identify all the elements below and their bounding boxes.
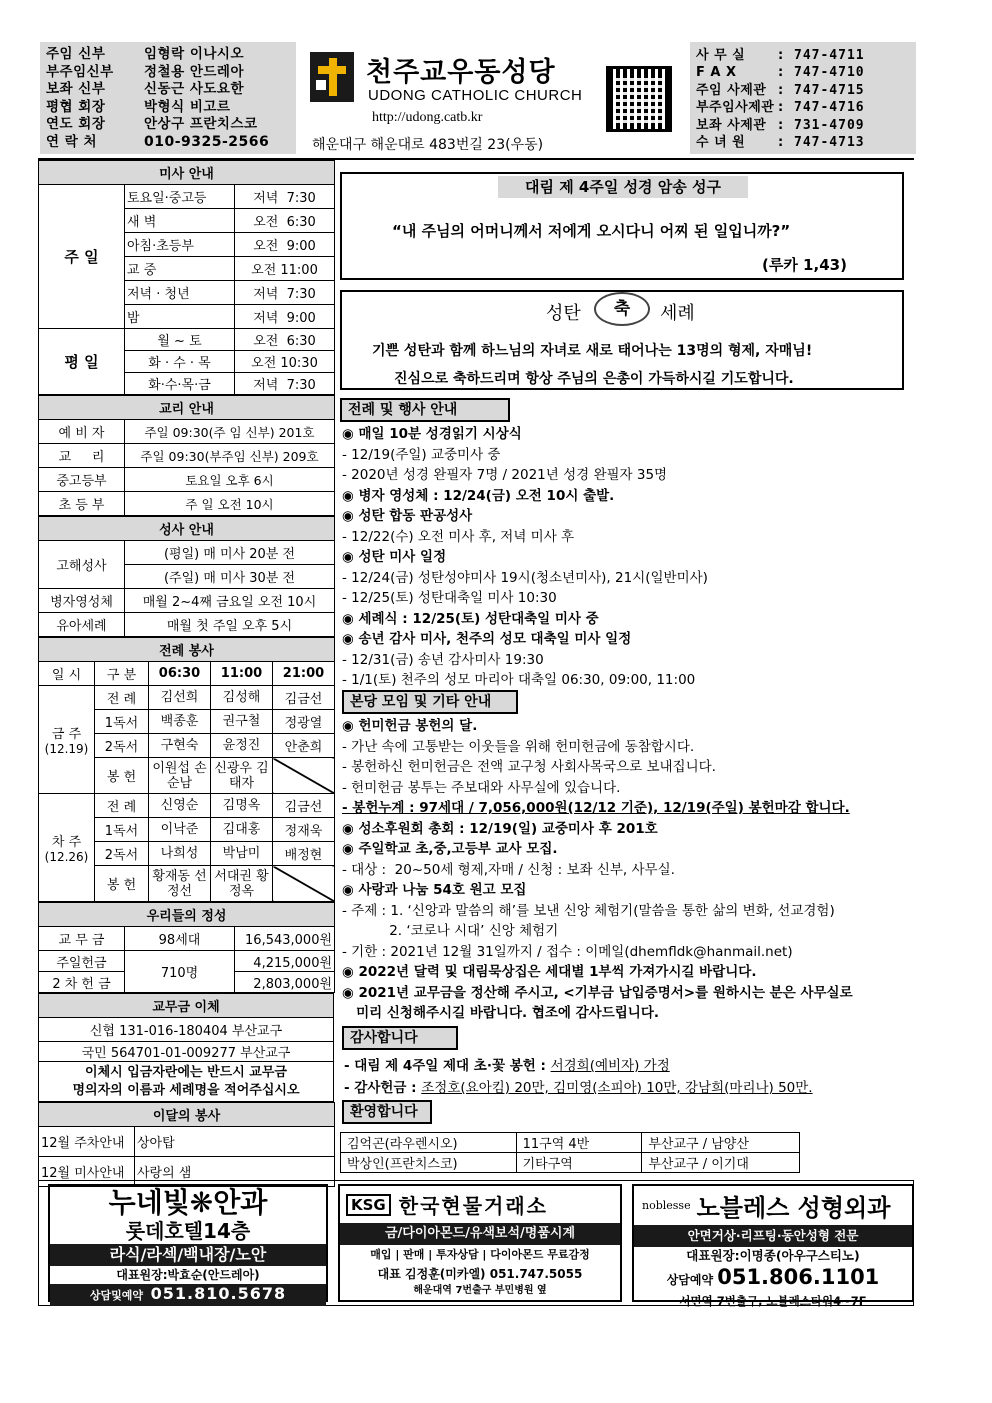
- church-address: 해운대구 해운대로 483번길 23(우동): [312, 137, 544, 153]
- list-item: 2. ‘코로나 시대’ 신앙 체험기: [342, 923, 559, 939]
- catechism-value: 주일 09:30(부주임 신부) 209호: [125, 444, 335, 468]
- catechism-value: 주 일 오전 10시: [125, 492, 335, 516]
- ad1-director: 대표원장:박효순(안드레아): [116, 1268, 260, 1282]
- offering-label: 교 무 금: [39, 927, 125, 951]
- left-column: [38, 160, 334, 1180]
- catechism-label: 초 등 부: [39, 492, 125, 516]
- liturgy-person: 권구철: [211, 710, 273, 734]
- liturgy-table: [38, 637, 335, 902]
- celebration-seal-icon: 축: [594, 292, 650, 326]
- monthly-label: 12월 주차안내: [39, 1127, 135, 1157]
- offering-label: 2 차 헌 금: [39, 972, 125, 993]
- liturgy-person: 김대홍: [211, 818, 273, 842]
- table-row: [39, 492, 335, 516]
- ad1-title: 누네빛❋안과: [108, 1186, 268, 1219]
- sunday-label: 주 일: [39, 185, 125, 329]
- table-row: [39, 329, 335, 351]
- staff-name: 안상구 프란치스코: [144, 116, 258, 132]
- list-item: ◉ 매일 10분 성경읽기 시상식: [342, 426, 522, 442]
- table-row: [39, 185, 335, 209]
- ad1-sub: 롯데호텔14층: [125, 1219, 251, 1243]
- notices-list: [342, 716, 912, 1024]
- liturgy-role: 2독서: [95, 734, 149, 758]
- liturgy-person: 배정현: [273, 842, 335, 866]
- list-item: ◉ 2022년 달력 및 대림묵상집은 세대별 1부씩 가져가시길 바랍니다.: [342, 964, 757, 980]
- contact-label: 보좌 사제관: [696, 117, 767, 133]
- offering-amount: 2,803,000원: [235, 972, 335, 993]
- liturgy-role: 전 례: [95, 794, 149, 818]
- list-item: - 봉헌누계 : 97세대 / 7,056,000원(12/12 기준), 12/19(주일) 봉헌마감 합니다.: [342, 800, 850, 816]
- list-item: ◉ 헌미헌금 봉헌의 달.: [342, 718, 478, 734]
- liturgy-person: 정광열: [273, 710, 335, 734]
- contact-label: 사 무 실: [696, 48, 746, 63]
- liturgy-person: 백종훈: [149, 710, 211, 734]
- liturgy-person: 김명옥: [211, 794, 273, 818]
- mass-who: 교 중: [125, 257, 235, 281]
- baptism-line-1: 기쁜 성탄과 함께 하느님의 자녀로 새로 태어나는 13명의 형제, 자매님!: [372, 343, 813, 359]
- catechism-title: 교리 안내: [39, 396, 335, 420]
- ad1-tel-label: 상담및예약: [89, 1289, 143, 1302]
- contact-label: F A X: [696, 65, 737, 81]
- list-item: ◉ 2021년 교무금을 정산해 주시고, <기부금 납입증명서>를 원하시는 분은 사무실로: [342, 984, 853, 1001]
- staff-role: 주임 신부: [46, 46, 106, 62]
- liturgy-person: 박남미: [211, 842, 273, 866]
- list-item: - 12/25(토) 성탄대축일 미사 10:30: [342, 590, 557, 606]
- baptism-title-2: 세례: [660, 303, 695, 324]
- church-url[interactable]: http://udong.catb.kr: [372, 110, 483, 125]
- staff-row: [46, 81, 290, 99]
- staff-row: [46, 116, 290, 134]
- list-item: ◉ 주일학교 초,중,고등부 교사 모집.: [342, 841, 558, 857]
- mass-time: 오전 6:30: [235, 329, 335, 351]
- events-title: 전례 및 행사 안내: [340, 398, 510, 422]
- mass-who: 새 벽: [125, 209, 235, 233]
- ad3-director: 대표원장:이명종(아우구스티노): [686, 1248, 860, 1263]
- liturgy-head: 21:00: [273, 662, 335, 686]
- ad2-line-1: 매입 | 판매 | 투자상담 | 다이아몬드 무료감정: [370, 1248, 590, 1261]
- contact-label: 수 녀 원: [696, 135, 746, 151]
- week-label: 금 주: [51, 727, 82, 742]
- contact-phone: 747-4715: [794, 82, 865, 98]
- liturgy-person: 김금선: [273, 794, 335, 818]
- list-item: ◉ 성탄 미사 일정: [342, 549, 447, 565]
- staff-name: 신동근 사도요한: [144, 81, 244, 97]
- mass-time: 저녁 9:00: [235, 305, 335, 329]
- staff-name: 박형식 비고르: [144, 98, 231, 115]
- confession-label: 고해성사: [39, 541, 125, 589]
- table-row: [39, 794, 335, 818]
- account-1: 신협 131-016-180404 부산교구: [39, 1018, 334, 1042]
- mass-time: 오전 11:00: [235, 257, 335, 281]
- liturgy-role: 1독서: [95, 710, 149, 734]
- mass-time: 오전 9:00: [235, 233, 335, 257]
- staff-role: 평협 회장: [46, 98, 106, 115]
- events-list: [342, 424, 912, 691]
- weekday-label: 평 일: [39, 329, 125, 395]
- thanks-line-2: - 감사헌금 : 조정호(요아킴) 20만, 김미영(소피아) 10만, 강남희(마리나) 50만.: [344, 1080, 813, 1096]
- liturgy-role: 2독서: [95, 842, 149, 866]
- monthly-value: 상아탑: [135, 1127, 335, 1157]
- liturgy-person: [273, 866, 335, 902]
- ad2-line-2: 대표 김정훈(미카엘) 051.747.5055: [377, 1267, 583, 1281]
- infant-baptism-label: 유아세례: [39, 613, 125, 637]
- ad3-band: 안면거상·리프팅·동안성형 전문: [634, 1225, 912, 1247]
- welcome-table: [340, 1132, 800, 1173]
- thanks-title: 감사합니다: [342, 1026, 458, 1050]
- list-item: ◉ 성탄 합동 판공성사: [342, 508, 473, 524]
- liturgy-person: 윤정진: [211, 734, 273, 758]
- table-row: 박상인(프란치스코) 기타구역 부산교구 / 이기대: [341, 1153, 800, 1173]
- staff-role: 연 락 처: [46, 133, 98, 150]
- monthly-table: [38, 1102, 335, 1187]
- sacrament-table: [38, 516, 335, 637]
- offering-amount: 4,215,000원: [235, 951, 335, 972]
- list-item: 미리 신청해주시길 바랍니다. 협조에 감사드립니다.: [342, 1005, 660, 1021]
- church-logo: [310, 52, 354, 102]
- liturgy-person: 신광우 김태자: [211, 758, 273, 794]
- transfer-note-2: 명의자의 이름과 세례명을 적어주십시오: [72, 1082, 300, 1098]
- contact-phone: 747-4711: [794, 48, 865, 63]
- mass-who: 밤: [125, 305, 235, 329]
- catechism-value: 토요일 오후 6시: [125, 468, 335, 492]
- account-2: 국민 564701-01-009277 부산교구: [39, 1042, 334, 1062]
- table-row: [39, 420, 335, 444]
- contact-phone: 747-4710: [794, 65, 865, 81]
- list-item: - 12/31(금) 송년 감사미사 19:30: [342, 651, 544, 668]
- list-item: ◉ 사랑과 나눔 54호 원고 모집: [342, 882, 527, 898]
- ad3-tel: 051.806.1101: [717, 1265, 880, 1289]
- table-row: [39, 686, 335, 710]
- offering-count: 98세대: [125, 927, 235, 951]
- mass-who: 화 · 수 · 목: [125, 351, 235, 373]
- staff-name: 임형락 이나시오: [144, 46, 244, 62]
- list-item: - 가난 속에 고통받는 이웃들을 위해 헌미헌금에 동참합시다.: [342, 738, 695, 755]
- list-item: - 2020년 성경 완필자 7명 / 2021년 성경 완필자 35명: [342, 467, 668, 483]
- contact-label: 주임 사제관: [696, 82, 767, 98]
- ad1-band: 라식/라섹/백내장/노안: [50, 1244, 326, 1266]
- table-row: 김억곤(라우렌시오) 11구역 4반 부산교구 / 남양산: [341, 1133, 800, 1153]
- liturgy-person: 정재욱: [273, 818, 335, 842]
- catechism-label: 중고등부: [39, 468, 125, 492]
- contacts-box: [690, 42, 916, 154]
- contact-phone: 747-4713: [794, 135, 865, 151]
- ad3-tel-label: 상담예약: [666, 1273, 714, 1287]
- offering-label: 주일헌금: [39, 951, 125, 972]
- staff-name: 010-9325-2566: [144, 133, 270, 150]
- baptism-title-1: 성탄: [546, 303, 581, 324]
- monthly-value: 사랑의 샘: [135, 1157, 335, 1187]
- offering-title: 우리들의 정성: [39, 903, 335, 927]
- table-row: [39, 444, 335, 468]
- mass-time: 오전 6:30: [235, 209, 335, 233]
- ad3-title: 노블레스 성형외과: [696, 1194, 891, 1222]
- contact-row: 사 무 실 : 747-4711: [696, 48, 865, 63]
- table-row: [39, 468, 335, 492]
- staff-box: [40, 42, 296, 154]
- monthly-label: 12월 미사안내: [39, 1157, 135, 1187]
- list-item: - 1/1(토) 천주의 성모 마리아 대축일 06:30, 09:00, 11:00: [342, 672, 696, 688]
- liturgy-person: 안춘희: [273, 734, 335, 758]
- liturgy-role: 1독서: [95, 818, 149, 842]
- transfer-note-1: 이체시 입금자란에는 반드시 교무금: [85, 1064, 287, 1080]
- liturgy-person: 김선희: [149, 686, 211, 710]
- ad2-line-3: 해운대역 7번출구 부민병원 옆: [413, 1285, 547, 1296]
- catechism-label: 교 리: [39, 444, 125, 468]
- contact-row: 부주임사제관 : 747-4716: [696, 100, 865, 116]
- liturgy-role: 봉 헌: [95, 866, 149, 902]
- mass-who: 저녁 · 청년: [125, 281, 235, 305]
- mass-title: 미사 안내: [39, 161, 335, 185]
- liturgy-head: 일 시: [39, 662, 95, 686]
- list-item: - 주제 : 1. ‘신앙과 말씀의 해’를 보낸 신앙 체험기(말씀을 통한 삶의 변화, 선교경험): [342, 902, 835, 919]
- catechism-table: [38, 395, 335, 516]
- sick-communion-value: 매월 2~4째 금요일 오전 10시: [125, 589, 335, 613]
- mass-who: 아침·초등부: [125, 233, 235, 257]
- confession-sunday: (주일) 매 미사 30분 전: [125, 565, 335, 589]
- contact-phone: 731-4709: [794, 117, 865, 133]
- liturgy-person: 이낙준: [149, 818, 211, 842]
- liturgy-head: 11:00: [211, 662, 273, 686]
- liturgy-title: 전례 봉사: [39, 638, 335, 662]
- liturgy-person: 서대권 황정옥: [211, 866, 273, 902]
- verse-reference: (루카 1,43): [762, 256, 847, 274]
- sick-communion-label: 병자영성체: [39, 589, 125, 613]
- mass-time: 저녁 7:30: [235, 281, 335, 305]
- verse-title: 대림 제 4주일 성경 암송 성구: [498, 176, 748, 198]
- offering-amount: 16,543,000원: [235, 927, 335, 951]
- week-date: (12.26): [44, 850, 89, 864]
- mass-who: 월 ~ 토: [125, 329, 235, 351]
- catechism-label: 예 비 자: [39, 420, 125, 444]
- list-item: - 대상 : 20~50세 형제,자매 / 신청 : 보좌 신부, 사무실.: [342, 861, 675, 878]
- week-date: (12.19): [44, 742, 89, 756]
- liturgy-person: [273, 758, 335, 794]
- staff-role: 연도 회장: [46, 116, 106, 132]
- staff-role: 부주임신부: [46, 63, 114, 80]
- church-name-en: UDONG CATHOLIC CHURCH: [368, 87, 583, 104]
- ad1-tel: 051.810.5678: [150, 1284, 287, 1303]
- ad3-logo: noblesse: [642, 1199, 691, 1212]
- monthly-title: 이달의 봉사: [39, 1103, 335, 1127]
- notices-title: 본당 모임 및 기타 안내: [342, 690, 518, 714]
- mass-time: 저녁 7:30: [235, 185, 335, 209]
- offering-count: 710명: [125, 951, 235, 993]
- liturgy-role: 봉 헌: [95, 758, 149, 794]
- liturgy-person: 김성해: [211, 686, 273, 710]
- staff-row: [46, 134, 290, 152]
- list-item: - 기한 : 2021년 12월 31일까지 / 접수 : 이메일(dhemfldk@hanmail.net): [342, 943, 793, 960]
- liturgy-person: 황재동 선정선: [149, 866, 211, 902]
- liturgy-person: 나희성: [149, 842, 211, 866]
- list-item: ◉ 송년 감사 미사, 천주의 성모 대축일 미사 일정: [342, 631, 632, 647]
- sacrament-title: 성사 안내: [39, 517, 335, 541]
- contact-phone: 747-4716: [794, 100, 865, 116]
- liturgy-person: 김금선: [273, 686, 335, 710]
- list-item: - 12/22(수) 오전 미사 후, 저녁 미사 후: [342, 528, 575, 545]
- liturgy-head: 06:30: [149, 662, 211, 686]
- contact-row: 주임 사제관 : 747-4715: [696, 82, 865, 98]
- liturgy-person: 이원섭 손순남: [149, 758, 211, 794]
- transfer-title: 교무금 이체: [39, 994, 334, 1018]
- infant-baptism-value: 매월 첫 주일 오후 5시: [125, 613, 335, 637]
- staff-row: [46, 64, 290, 82]
- offering-table: [38, 902, 335, 993]
- list-item: - 12/19(주일) 교중미사 중: [342, 446, 501, 463]
- contact-label: 부주임사제관: [696, 100, 775, 116]
- list-item: - 12/24(금) 성탄성야미사 19시(청소년미사), 21시(일반미사): [342, 569, 708, 586]
- contact-row: 수 녀 원 : 747-4713: [696, 135, 865, 151]
- mass-who: 화·수·목·금: [125, 373, 235, 395]
- contact-row: 보좌 사제관 : 731-4709: [696, 117, 865, 133]
- ad-plastic-surgery[interactable]: [632, 1184, 914, 1308]
- thanks-line-1: - 대림 제 4주일 제대 초·꽃 봉헌 : 서경희(예비자) 가정: [344, 1058, 670, 1074]
- qr-code-icon[interactable]: [606, 66, 672, 132]
- mass-time: 저녁 7:30: [235, 373, 335, 395]
- list-item: - 헌미헌금 봉투는 주보대와 사무실에 있습니다.: [342, 779, 621, 796]
- ad-eye-clinic[interactable]: [48, 1184, 328, 1302]
- staff-role: 보좌 신부: [46, 81, 106, 97]
- liturgy-person: 구현숙: [149, 734, 211, 758]
- transfer-table: [38, 993, 334, 1102]
- confession-weekday: (평일) 매 미사 20분 전: [125, 541, 335, 565]
- list-item: ◉ 병자 영성체 : 12/24(금) 오전 10시 출발.: [342, 487, 615, 504]
- church-name-kr: 천주교우동성당: [366, 57, 556, 88]
- mass-table: [38, 160, 335, 395]
- staff-name: 정철용 안드레아: [144, 63, 244, 80]
- staff-row: [46, 99, 290, 117]
- welcome-title: 환영합니다: [342, 1100, 432, 1124]
- catechism-value: 주일 09:30(주 임 신부) 201호: [125, 420, 335, 444]
- week-label: 차 주: [51, 835, 82, 850]
- mass-who: 토요일·중고등: [125, 185, 235, 209]
- contact-row: F A X : 747-4710: [696, 65, 865, 81]
- liturgy-role: 전 례: [95, 686, 149, 710]
- mass-time: 오전 10:30: [235, 351, 335, 373]
- ad2-logo: KSG: [346, 1194, 391, 1216]
- baptism-line-2: 진심으로 축하드리며 항상 주님의 은총이 가득하시길 기도합니다.: [394, 371, 794, 387]
- verse-text: “내 주님의 어머니께서 저에게 오시다니 어찌 된 일입니까?”: [392, 222, 791, 240]
- list-item: - 봉헌하신 헌미헌금은 전액 교구청 사회사목국으로 보내집니다.: [342, 759, 716, 775]
- list-item: ◉ 성소후원회 총회 : 12/19(일) 교중미사 후 201호: [342, 820, 658, 837]
- ad3-address: 서면역 7번출구, 노블레스타워4~7F: [679, 1294, 867, 1308]
- ad-exchange[interactable]: [338, 1184, 622, 1302]
- staff-row: [46, 46, 290, 64]
- ad2-title: 한국현물거래소: [398, 1194, 548, 1218]
- liturgy-head: 구 분: [95, 662, 149, 686]
- ad2-band: 금/다이아몬드/유색보석/명품시계: [340, 1223, 620, 1245]
- liturgy-person: 신영순: [149, 794, 211, 818]
- list-item: ◉ 세례식 : 12/25(토) 성탄대축일 미사 중: [342, 610, 599, 627]
